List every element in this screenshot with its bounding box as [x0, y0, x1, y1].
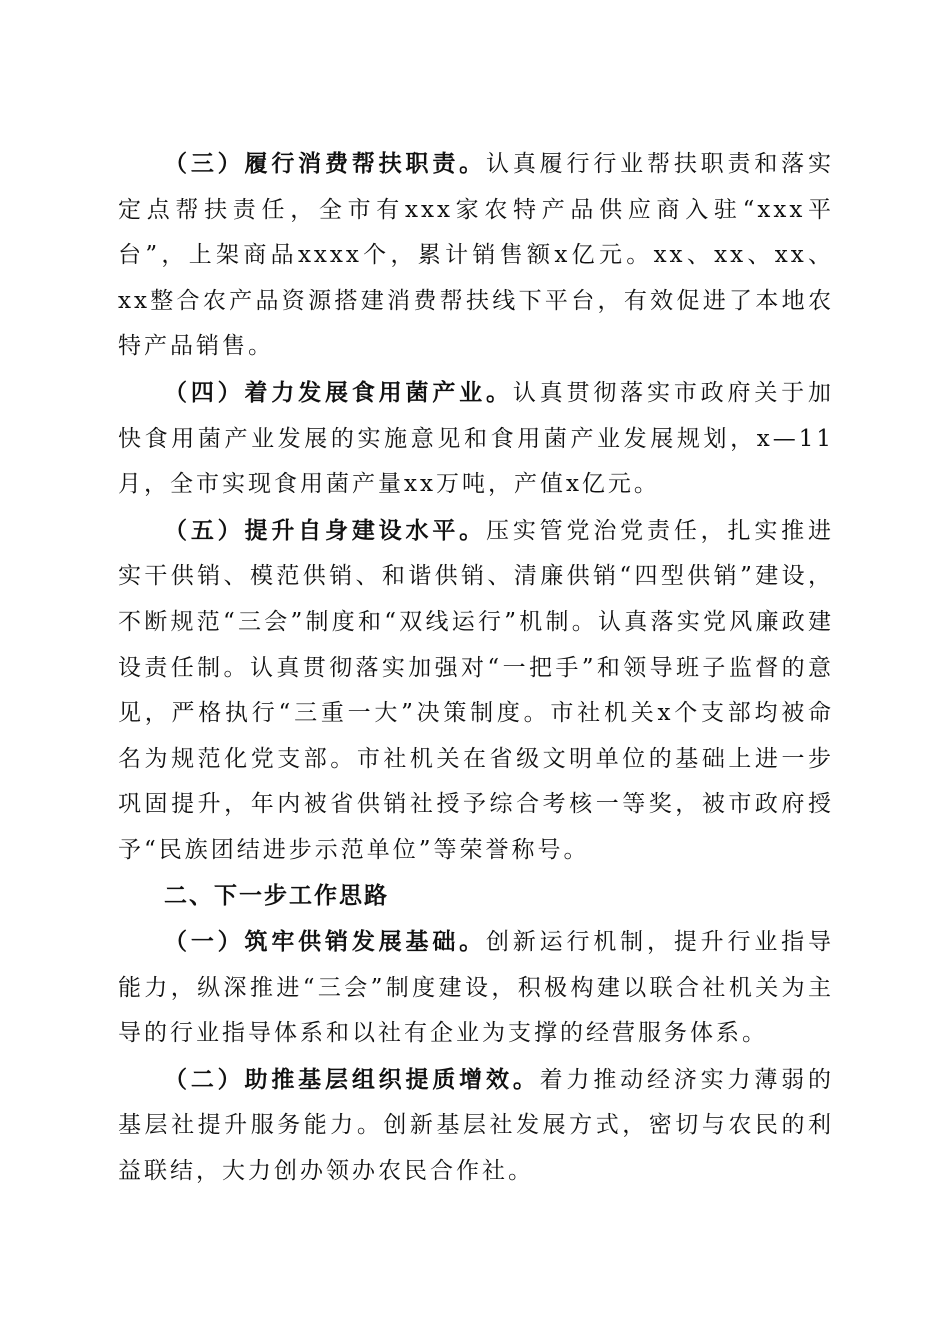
paragraph-self-construction	[118, 508, 834, 874]
paragraph-lead: （一）筑牢供销发展基础。	[164, 928, 486, 956]
paragraph-lead: （二）助推基层组织提质增效。	[164, 1065, 540, 1093]
paragraph-consumption-assistance	[118, 141, 834, 370]
paragraph-text: 认真贯彻落实市政府关于加快食用菌产业发展的实施意见和食用菌产业发展规划，x—11月，全市实现食用菌产量xx万吨，产值x亿元。	[118, 379, 835, 498]
paragraph-text: 认真履行行业帮扶职责和落实定点帮扶责任，全市有xxx家农特产品供应商入驻“xxx平台”，上架商品xxxx个，累计销售额x亿元。xx、xx、xx、xx整合农产品资源搭建消费帮扶线下平台，有效促进了本地农特产品销售。	[118, 151, 835, 360]
paragraph-lead: （四）着力发展食用菌产业。	[164, 378, 513, 406]
paragraph-lead: （三）履行消费帮扶职责。	[164, 150, 486, 177]
document-body	[118, 141, 834, 1195]
paragraph-edible-fungus	[118, 370, 834, 508]
paragraph-foundation	[118, 919, 834, 1057]
paragraph-grassroots	[118, 1057, 834, 1195]
paragraph-text: 压实管党治党责任，扎实推进实干供销、模范供销、和谐供销、清廉供销“四型供销”建设，不断规范“三会”制度和“双线运行”机制。认真落实党风廉政建设责任制。认真贯彻落实加强对“一把手”和领导班子监督的意见，严格执行“三重一大”决策制度。市社机关x个支部均被命名为规范化党支部。市社机关在省级文明单位的基础上进一步巩固提升，年内被省供销社授予综合考核一等奖，被市政府授予“民族团结进步示范单位”等荣誉称号。	[118, 517, 835, 863]
paragraph-lead: （五）提升自身建设水平。	[164, 516, 486, 544]
paragraph-text: 创新运行机制，提升行业指导能力，纵深推进“三会”制度建设，积极构建以联合社机关为主导的行业指导体系和以社有企业为支撑的经营服务体系。	[118, 929, 835, 1047]
paragraph-text: 着力推动经济实力薄弱的基层社提升服务能力。创新基层社发展方式，密切与农民的利益联结，大力创办领办农民合作社。	[118, 1066, 835, 1185]
section-heading: 二、下一步工作思路	[164, 882, 389, 909]
